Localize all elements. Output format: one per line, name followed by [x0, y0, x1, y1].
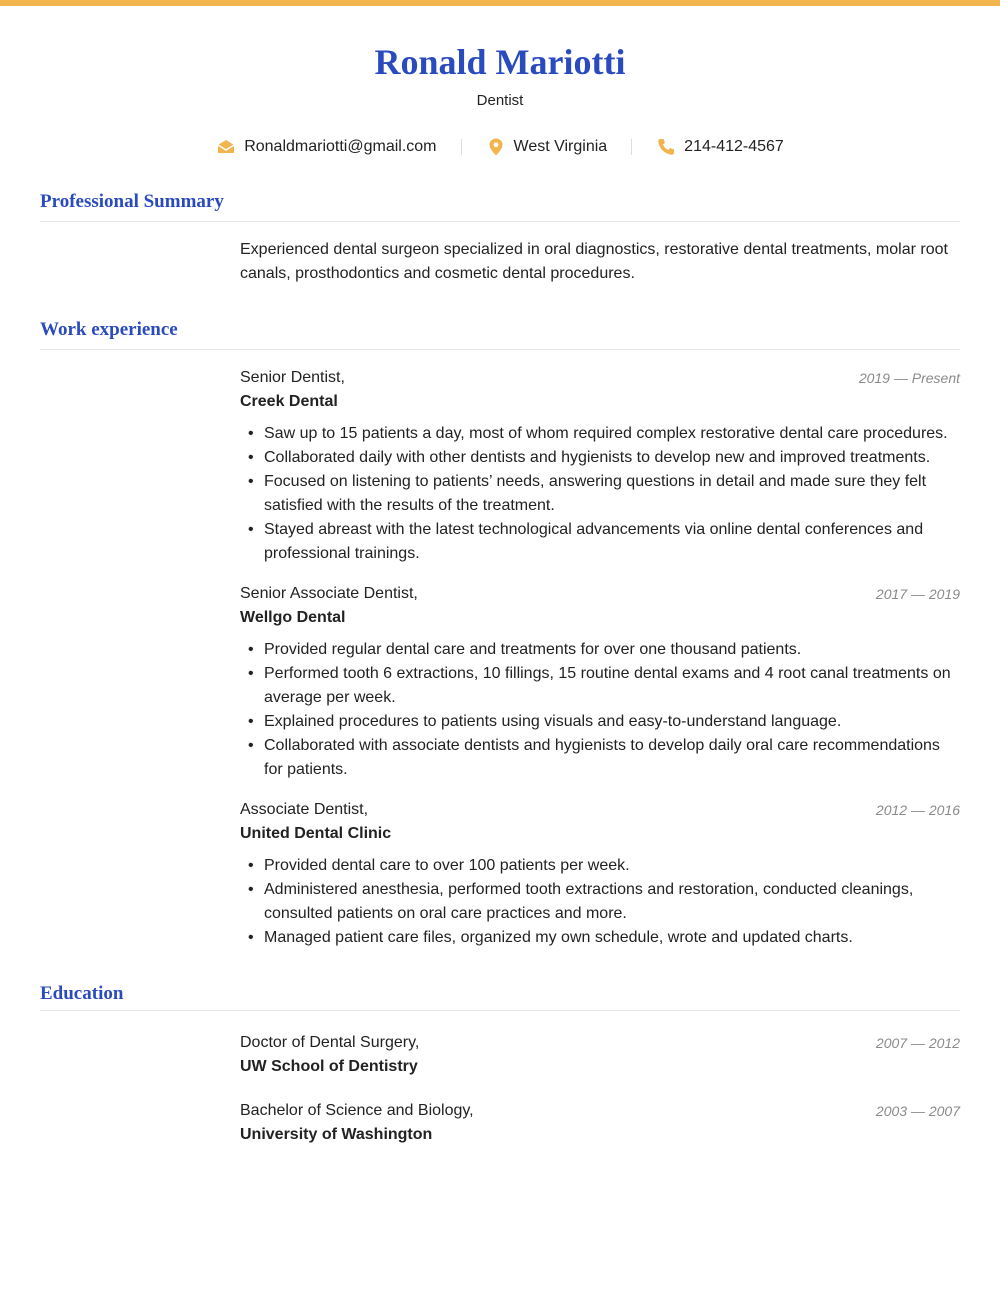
experience-entry [240, 366, 960, 566]
job-dates: 2019 — Present [858, 370, 960, 386]
education-degree: Bachelor of Science and Biology, [240, 1102, 474, 1119]
map-pin-icon [486, 137, 506, 157]
candidate-role: Dentist [476, 92, 524, 109]
contact-email[interactable] [216, 137, 436, 157]
section-divider [40, 221, 960, 222]
section-title-summary: Professional Summary [40, 191, 224, 212]
education-dates: 2007 — 2012 [875, 1035, 960, 1051]
education-school: University of Washington [240, 1126, 433, 1143]
section-divider [40, 1010, 960, 1011]
section-title-education: Education [40, 983, 124, 1004]
education-school: UW School of Dentistry [240, 1058, 418, 1075]
bullet-item: • Administered anesthesia, performed tooth extractions and restoration, conducted cleanings, consulted patients on oral care practices and more. [240, 878, 960, 926]
education-entry [240, 1099, 960, 1147]
experience-entry [240, 582, 960, 782]
experience-entry [240, 798, 960, 950]
section-divider [40, 349, 960, 350]
contact-bar [0, 135, 1000, 159]
job-dates: 2012 — 2016 [875, 802, 960, 818]
bullet-item: • Explained procedures to patients using visuals and easy-to-understand language. [240, 710, 960, 734]
contact-divider [631, 139, 632, 155]
summary-text: Experienced dental surgeon specialized in oral diagnostics, restorative dental treatments, molar root canals, prosthodontics and cosmetic dental procedures. [240, 241, 948, 282]
top-accent-bar [0, 0, 1000, 6]
job-company: Creek Dental [240, 393, 338, 410]
contact-phone[interactable] [656, 137, 784, 157]
bullet-item: • Stayed abreast with the latest technological advancements via online dental conferences and professional trainings. [240, 518, 960, 566]
contact-location-text: West Virginia [513, 138, 608, 155]
job-company: Wellgo Dental [240, 609, 346, 626]
envelope-icon [216, 137, 236, 157]
section-title-experience: Work experience [40, 319, 178, 340]
education-entry [240, 1031, 960, 1079]
bullet-item: • Managed patient care files, organized my own schedule, wrote and updated charts. [240, 926, 960, 950]
bullet-item: • Saw up to 15 patients a day, most of whom required complex restorative dental care procedures. [240, 422, 960, 446]
job-bullets [240, 422, 960, 566]
job-position: Senior Dentist, [240, 369, 345, 386]
contact-location [486, 137, 608, 157]
job-bullets [240, 854, 960, 950]
education-degree: Doctor of Dental Surgery, [240, 1034, 420, 1051]
bullet-item: • Performed tooth 6 extractions, 10 fillings, 15 routine dental exams and 4 root canal treatments on average per week. [240, 662, 960, 710]
job-dates: 2017 — 2019 [875, 586, 960, 602]
phone-icon [656, 137, 676, 157]
contact-email-text: Ronaldmariotti@gmail.com [244, 138, 437, 155]
bullet-item: • Focused on listening to patients’ needs, answering questions in detail and made sure they felt satisfied with the results of the treatment. [240, 470, 960, 518]
bullet-item: • Collaborated daily with other dentists and hygienists to develop new and improved treatments. [240, 446, 960, 470]
bullet-item: • Provided dental care to over 100 patients per week. [240, 854, 960, 878]
job-position: Senior Associate Dentist, [240, 585, 418, 602]
contact-phone-text: 214-412-4567 [684, 138, 784, 155]
contact-divider [461, 139, 462, 155]
bullet-item: • Provided regular dental care and treatments for over one thousand patients. [240, 638, 960, 662]
bullet-item: • Collaborated with associate dentists and hygienists to develop daily oral care recommendations for patients. [240, 734, 960, 782]
job-position: Associate Dentist, [240, 801, 369, 818]
job-bullets [240, 638, 960, 782]
education-dates: 2003 — 2007 [875, 1103, 960, 1119]
job-company: United Dental Clinic [240, 825, 392, 842]
candidate-name: Ronald Mariotti [374, 42, 626, 82]
